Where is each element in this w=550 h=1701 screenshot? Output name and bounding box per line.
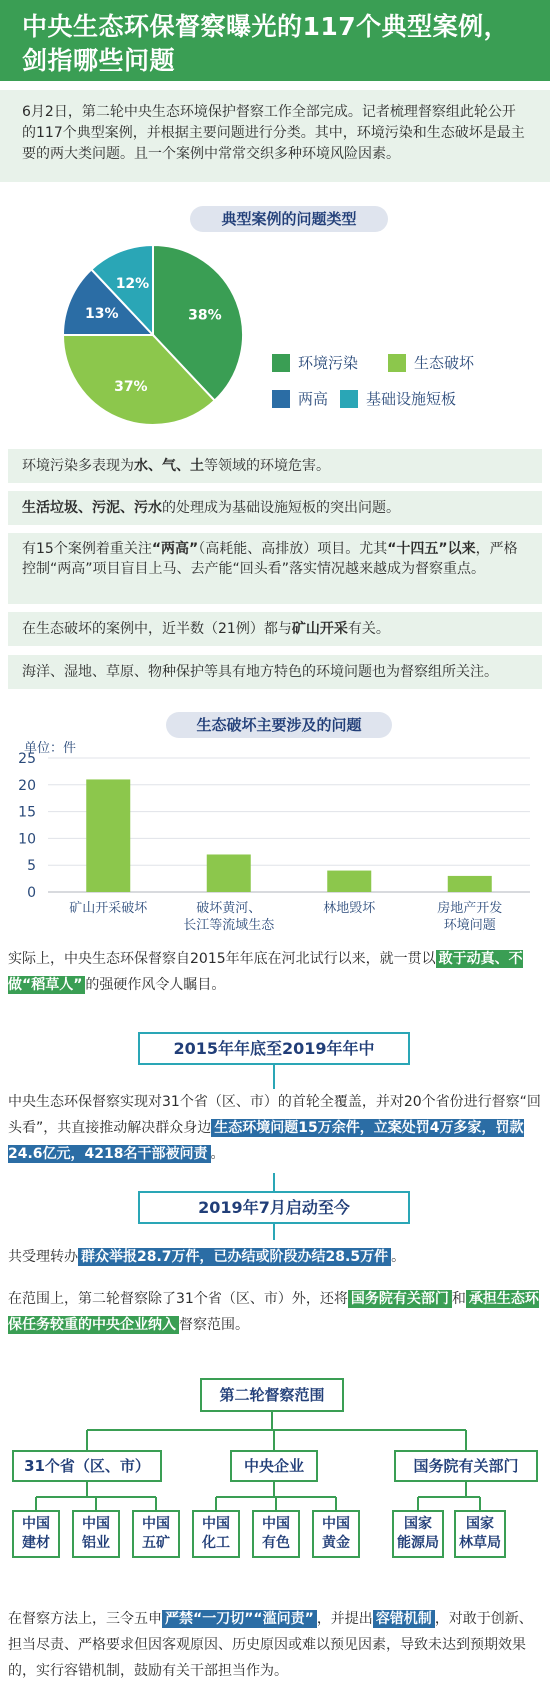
legend-item-ecology — [388, 352, 474, 373]
tree-branch-central-enterprises: 中央企业 — [230, 1450, 318, 1482]
timeline-1-paragraph — [8, 1089, 542, 1167]
timeline-box-2: 2019年7月启动至今 — [138, 1191, 410, 1224]
tree-leaf-3 — [192, 1510, 240, 1558]
note-bold: 生活垃圾、污泥、污水 — [22, 500, 162, 516]
method-paragraph — [8, 1606, 542, 1684]
tree-leaf-label: 国家 — [404, 1516, 432, 1532]
note-bold: “两高” — [151, 541, 199, 557]
timeline-connector-3 — [273, 1224, 275, 1240]
pie-value-label-3: 12% — [115, 276, 150, 293]
tree-branch-state-council: 国务院有关部门 — [394, 1450, 538, 1482]
bar-chart-title: 生态破坏主要涉及的问题 — [166, 712, 392, 738]
bar-category-label-3: 房地产开发环境问题 — [437, 901, 503, 933]
bar-ytick-label: 20 — [18, 777, 36, 794]
bar-unit-label: 单位：件 — [24, 741, 77, 756]
note-text: 海洋、湿地、草原、物种保护等具有地方特色的环境问题也为督察组所关注。 — [22, 664, 498, 680]
tree-leaf-label: 有色 — [262, 1535, 290, 1551]
note-text: 有关。 — [347, 621, 390, 637]
page-title-line1: 中央生态环保督察曝光的117个典型案例， — [22, 12, 510, 41]
tree-leaf-6 — [392, 1510, 444, 1558]
timeline-2-paragraph — [8, 1244, 542, 1270]
tree-leaf-label: 建材 — [22, 1535, 50, 1551]
legend-label: 两高 — [298, 390, 329, 408]
pie-value-label-1: 37% — [114, 379, 148, 396]
fact-paragraph — [8, 946, 542, 998]
intro-paragraph: 6月2日，第二轮中央生态环境保护督察工作全部完成。记者梳理督察组此轮公开的117个典型案例，并根据主要问题进行分类。其中，环境污染和生态破坏是最主要的两大类问题。且一个案例中常常交织多种环境风险因素。 — [0, 90, 550, 182]
legend-item-pollution — [272, 352, 358, 373]
tree-leaf-1 — [72, 1510, 120, 1558]
tl2-text: 。 — [391, 1249, 406, 1265]
note-text: 等领域的环境危害。 — [204, 458, 330, 474]
tree-leaf-5 — [312, 1510, 360, 1558]
method-text: ，并提出 — [316, 1611, 373, 1627]
method-highlight-2: 容错机制 — [373, 1610, 435, 1628]
scope-text: 和 — [451, 1291, 466, 1307]
page-title-line2: 剑指哪些问题 — [22, 46, 176, 75]
tl1-text: 中央生态环保督察实现对31个省（区、市）的首轮全覆盖，并对20个省份进行督察“回头看”，共直接推动解决群众身边 — [8, 1094, 541, 1136]
tree-leaf-label: 国家 — [466, 1516, 494, 1532]
note-text: 在生态破坏的案例中，近半数（21例）都与 — [22, 621, 292, 637]
tree-leaf-label: 中国 — [322, 1516, 350, 1532]
method-text: ，对敢于创新、担当尽责、严格要求但因客观原因、历史原因或难以预见因素，导致未达到预期效果的，实行容错机制，鼓励有关干部担当作为。 — [8, 1611, 533, 1679]
timeline-box-1: 2015年年底至2019年年中 — [138, 1032, 410, 1065]
page-header — [0, 0, 550, 81]
pie-value-label-0: 38% — [188, 307, 222, 324]
tl2-highlight: 群众举报28.7万件，已办结或阶段办结28.5万件 — [78, 1248, 391, 1266]
legend-item-infrastructure — [340, 388, 456, 409]
note-two-high — [8, 533, 542, 604]
bar-ytick-label: 10 — [18, 831, 36, 848]
note-text: 有15个案例着重关注 — [22, 541, 152, 557]
bar-ytick-label: 0 — [27, 885, 36, 901]
note-bold: “十四五”以来 — [387, 541, 476, 557]
note-text: 环境污染多表现为 — [22, 458, 134, 474]
method-text: 在督察方法上，三令五申 — [8, 1611, 162, 1627]
bar-ytick-label: 15 — [18, 804, 36, 821]
legend-label: 生态破坏 — [414, 354, 475, 372]
legend-swatch-pollution — [272, 354, 290, 372]
note-regional — [8, 655, 542, 689]
note-text: （高耗能、高排放）项目。尤其 — [198, 541, 388, 557]
tree-leaf-label: 中国 — [22, 1516, 50, 1532]
tree-leaf-label: 中国 — [142, 1516, 170, 1532]
legend-swatch-two-high — [272, 390, 290, 408]
note-bold: 水、气、土 — [134, 458, 204, 474]
tl1-highlight: 生态环境问题15万余件，立案处罚4万多家，罚款24.6亿元，4218名干部被问责 — [8, 1120, 524, 1162]
tree-leaf-label: 中国 — [262, 1516, 290, 1532]
tree-leaf-label: 黄金 — [322, 1535, 350, 1551]
tree-leaf-label: 化工 — [202, 1535, 230, 1551]
bar-category-label-1: 破坏黄河、长江等流域生态 — [183, 901, 275, 933]
bar-category-label-2: 林地毁坏 — [323, 901, 376, 916]
legend-swatch-infrastructure — [340, 390, 358, 408]
tree-leaf-label: 铝业 — [82, 1535, 110, 1551]
fact-text: 的强硬作风令人瞩目。 — [85, 977, 226, 993]
bar-ytick-label: 25 — [18, 751, 36, 767]
tree-leaf-4 — [252, 1510, 300, 1558]
bar-2 — [327, 871, 371, 892]
fact-text: 实际上，中央生态环保督察自2015年年底在河北试行以来，就一贯以 — [8, 951, 436, 967]
bar-1 — [207, 854, 251, 892]
bar-category-label-0: 矿山开采破坏 — [69, 901, 148, 916]
bar-ytick-label: 5 — [27, 858, 36, 875]
legend-item-two-high — [272, 388, 328, 409]
legend-label: 环境污染 — [298, 354, 359, 372]
tree-root: 第二轮督察范围 — [200, 1378, 344, 1412]
tree-leaf-7 — [454, 1510, 506, 1558]
note-mining — [8, 612, 542, 646]
scope-text: 在范围上，第二轮督察除了31个省（区、市）外，还将 — [8, 1291, 348, 1307]
bar-3 — [448, 876, 492, 892]
note-bold: 矿山开采 — [291, 621, 348, 637]
scope-highlight-1: 国务院有关部门 — [348, 1290, 452, 1308]
pie-chart — [58, 240, 248, 430]
tree-leaf-2 — [132, 1510, 180, 1558]
timeline-connector-2 — [273, 1173, 275, 1191]
pie-chart-title: 典型案例的问题类型 — [190, 206, 388, 232]
tl2-text: 共受理转办 — [8, 1249, 78, 1265]
bar-0 — [86, 779, 130, 892]
fact-highlight: 敢于动真、不做“稻草人” — [8, 951, 523, 993]
tree-leaf-0 — [12, 1510, 60, 1558]
timeline-connector-1 — [273, 1065, 275, 1089]
note-text: ，严格控制“两高”项目盲目上马、去产能“回头看”落实情况越来越成为督察重点。 — [22, 541, 518, 577]
legend-label: 基础设施短板 — [366, 390, 457, 408]
tree-leaf-label: 林草局 — [459, 1535, 501, 1551]
tree-leaf-label: 能源局 — [397, 1535, 439, 1551]
tree-leaf-label: 中国 — [202, 1516, 230, 1532]
tree-leaf-label: 五矿 — [142, 1535, 170, 1551]
scope-text: 督察范围。 — [179, 1317, 249, 1333]
tree-branch-provinces: 31个省（区、市） — [12, 1450, 162, 1482]
scope-paragraph — [8, 1286, 542, 1338]
scope-highlight-2: 承担生态环保任务较重的中央企业纳入 — [8, 1291, 539, 1333]
method-highlight-1: 严禁“一刀切”“滥问责” — [162, 1610, 317, 1628]
pie-value-label-2: 13% — [85, 305, 119, 322]
legend-swatch-ecology — [388, 354, 406, 372]
note-infrastructure — [8, 491, 542, 525]
note-pollution — [8, 449, 542, 483]
tl1-text: 。 — [210, 1146, 225, 1162]
tree-leaf-label: 中国 — [82, 1516, 110, 1532]
note-text: 的处理成为基础设施短板的突出问题。 — [162, 500, 400, 516]
bar-chart — [0, 740, 550, 952]
